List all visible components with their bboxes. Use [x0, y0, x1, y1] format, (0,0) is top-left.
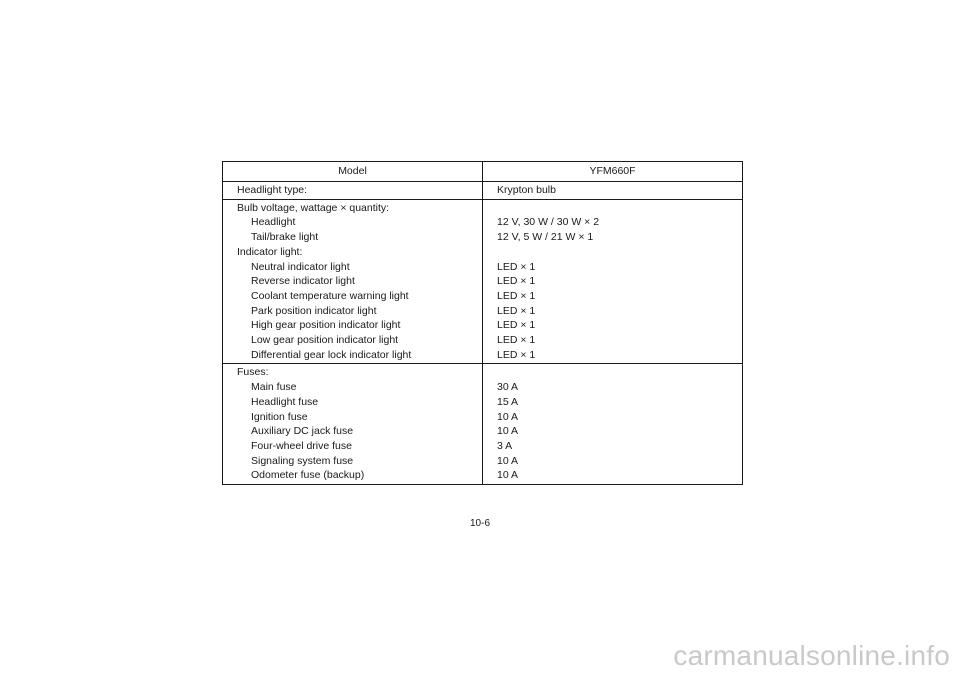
- table-row: [223, 304, 743, 319]
- spec-label: Headlight type:: [223, 182, 483, 200]
- table-row: [223, 182, 743, 200]
- table-row: [223, 395, 743, 410]
- spec-label: Park position indicator light: [223, 304, 483, 319]
- table-section: [223, 182, 743, 200]
- watermark: carmanualsonline.info: [673, 640, 950, 671]
- table-row: [223, 468, 743, 484]
- table-row: [223, 348, 743, 364]
- table-row: [223, 245, 743, 260]
- table-row: [223, 215, 743, 230]
- spec-value: LED × 1: [483, 289, 743, 304]
- table-row: [223, 380, 743, 395]
- spec-label: Bulb voltage, wattage × quantity:: [223, 199, 483, 215]
- spec-value: [483, 245, 743, 260]
- spec-value: Krypton bulb: [483, 182, 743, 200]
- table-row: [223, 230, 743, 245]
- spec-value: LED × 1: [483, 260, 743, 275]
- spec-value: 12 V, 30 W / 30 W × 2: [483, 215, 743, 230]
- spec-label: Signaling system fuse: [223, 454, 483, 469]
- spec-value: 10 A: [483, 454, 743, 469]
- spec-label: Fuses:: [223, 364, 483, 380]
- page-number: 10-6: [469, 518, 490, 529]
- table-section: [223, 364, 743, 485]
- spec-label: Tail/brake light: [223, 230, 483, 245]
- spec-label: Reverse indicator light: [223, 274, 483, 289]
- spec-value: LED × 1: [483, 304, 743, 319]
- specifications-table: [222, 161, 743, 485]
- table-header-row: [223, 162, 743, 182]
- table-row: [223, 199, 743, 215]
- model-label: Model: [223, 162, 483, 182]
- spec-value: 10 A: [483, 410, 743, 425]
- table-row: [223, 454, 743, 469]
- spec-value: 12 V, 5 W / 21 W × 1: [483, 230, 743, 245]
- table-row: [223, 424, 743, 439]
- spec-value: 10 A: [483, 424, 743, 439]
- table-section: [223, 199, 743, 364]
- table-row: [223, 274, 743, 289]
- spec-value: LED × 1: [483, 318, 743, 333]
- model-value: YFM660F: [483, 162, 743, 182]
- spec-value: 15 A: [483, 395, 743, 410]
- spec-label: Auxiliary DC jack fuse: [223, 424, 483, 439]
- spec-value: 3 A: [483, 439, 743, 454]
- table-row: [223, 439, 743, 454]
- spec-label: High gear position indicator light: [223, 318, 483, 333]
- spec-label: Differential gear lock indicator light: [223, 348, 483, 364]
- table-row: [223, 318, 743, 333]
- spec-label: Four-wheel drive fuse: [223, 439, 483, 454]
- spec-value: LED × 1: [483, 348, 743, 364]
- spec-value: 30 A: [483, 380, 743, 395]
- spec-value: [483, 364, 743, 380]
- table-row: [223, 260, 743, 275]
- spec-label: Odometer fuse (backup): [223, 468, 483, 484]
- spec-value: LED × 1: [483, 274, 743, 289]
- spec-label: Neutral indicator light: [223, 260, 483, 275]
- spec-label: Coolant temperature warning light: [223, 289, 483, 304]
- table-row: [223, 364, 743, 380]
- table-row: [223, 410, 743, 425]
- spec-label: Main fuse: [223, 380, 483, 395]
- spec-label: Headlight fuse: [223, 395, 483, 410]
- spec-label: Low gear position indicator light: [223, 333, 483, 348]
- spec-label: Indicator light:: [223, 245, 483, 260]
- table-row: [223, 333, 743, 348]
- spec-value: LED × 1: [483, 333, 743, 348]
- table-row: [223, 289, 743, 304]
- spec-value: 10 A: [483, 468, 743, 484]
- spec-label: Headlight: [223, 215, 483, 230]
- spec-label: Ignition fuse: [223, 410, 483, 425]
- spec-value: [483, 199, 743, 215]
